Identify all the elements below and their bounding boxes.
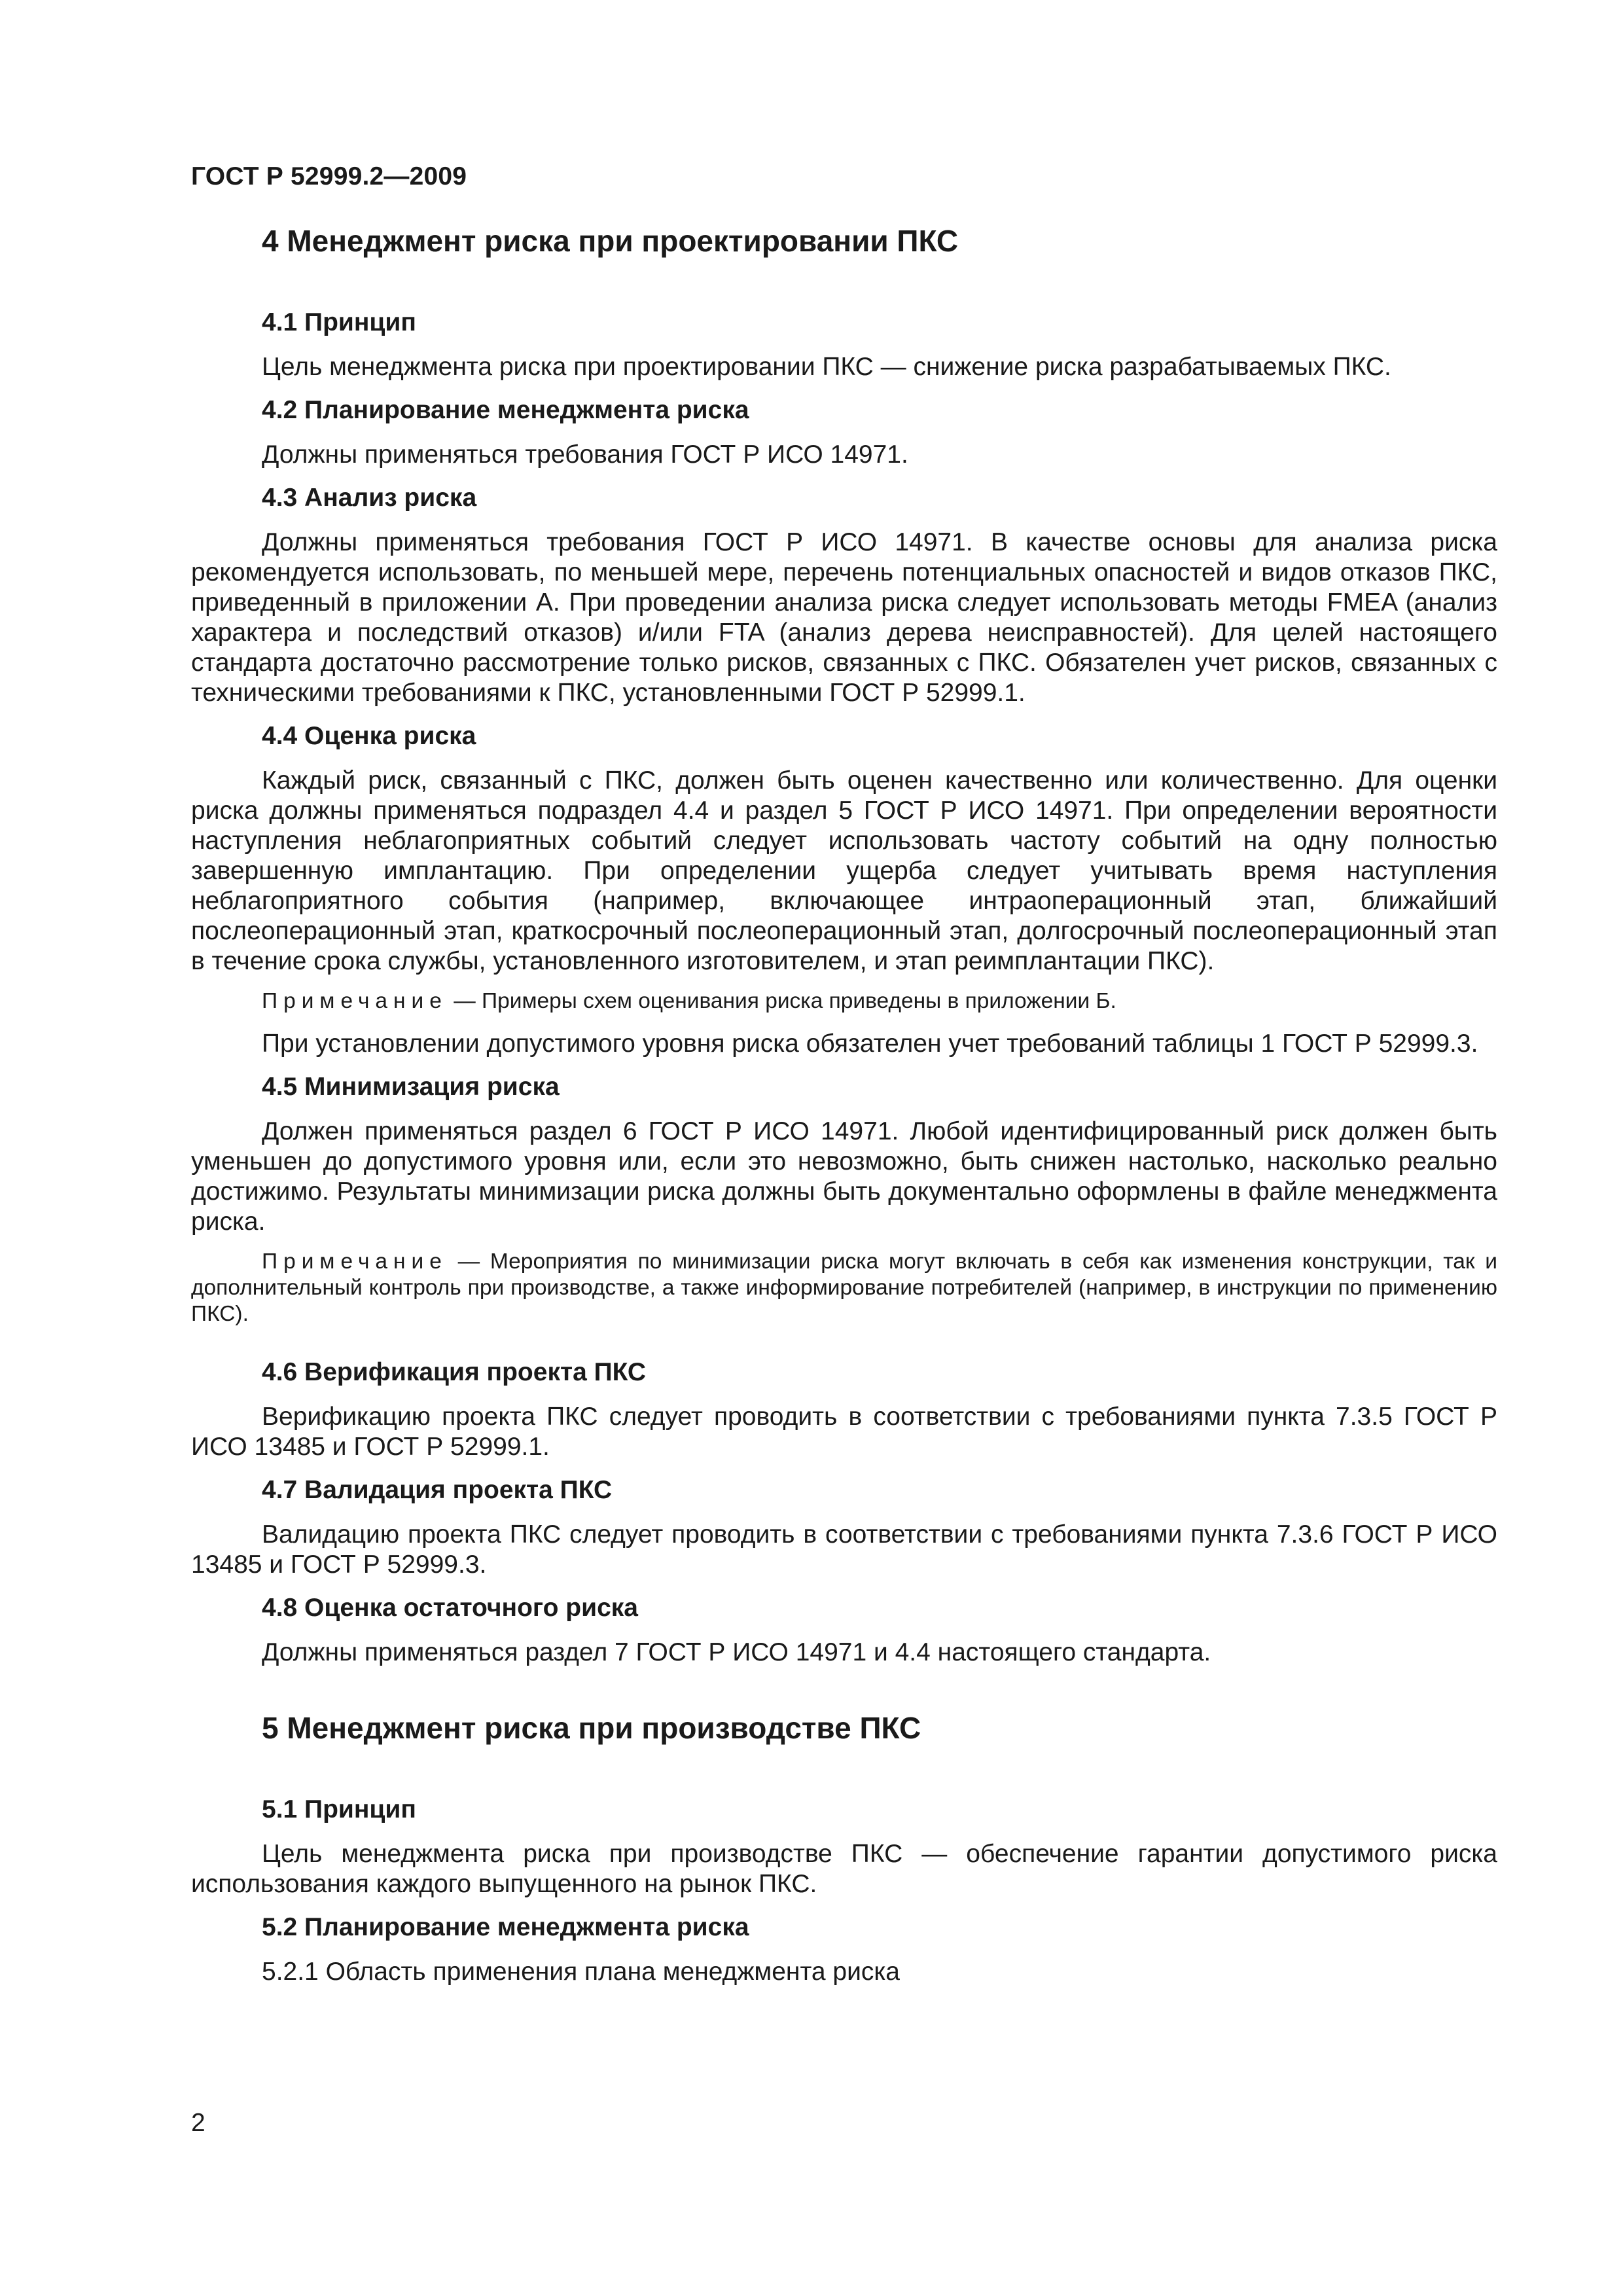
note-text: — Примеры схем оценивания риска приведены в приложении Б. [447, 989, 1116, 1013]
section-4-1-paragraph: Цель менеджмента риска при проектировании ПКС — снижение риска разрабатываемых ПКС. [262, 353, 1391, 381]
section-4-8-paragraph: Должны применяться раздел 7 ГОСТ Р ИСО 14971 и 4.4 настоящего стандарта. [262, 1638, 1211, 1666]
section-4-4-note [191, 988, 1497, 1014]
section-5-2-heading: 5.2 Планирование менеджмента риска [262, 1913, 749, 1941]
section-4-6-heading: 4.6 Верификация проекта ПКС [262, 1358, 647, 1386]
section-4-7-heading: 4.7 Валидация проекта ПКС [262, 1476, 613, 1504]
section-4-4-paragraph: Каждый риск, связанный с ПКС, должен быть оценен качественно или количественно. Для оценки риска должны применяться подраздел 4.4 и раздел 5 ГОСТ Р ИСО 14971. При определении вероятности наступления неблагоприятных событий следует использовать частоту событий на одну полностью завершенную имплантацию. При определении ущерба следует учитывать время наступления неблагоприятного события (например, включающее интраоперационный этап, ближайший послеоперационный этап, краткосрочный послеоперационный этап, долгосрочный послеоперационный этап в течение срока службы, установленного изготовителем, и этап реимплантации ПКС). [191, 766, 1497, 975]
note-label: Примечание [262, 989, 448, 1013]
standard-designation: ГОСТ Р 52999.2—2009 [191, 162, 467, 190]
section-4-2-paragraph: Должны применяться требования ГОСТ Р ИСО 14971. [262, 440, 908, 469]
section-5-heading: 5 Менеджмент риска при производстве ПКС [262, 1711, 921, 1745]
section-4-4-heading: 4.4 Оценка риска [262, 722, 476, 750]
section-4-3-heading: 4.3 Анализ риска [262, 484, 477, 512]
section-4-3-paragraph: Должны применяться требования ГОСТ Р ИСО 14971. В качестве основы для анализа риска рекомендуется использовать, по меньшей мере, перечень потенциальных опасностей и видов отказов ПКС, приведенный в приложении А. При проведении анализа риска следует использовать методы FMEA (анализ характера и последствий отказов) и/или FTA (анализ дерева неисправностей). Для целей настоящего стандарта достаточно рассмотрение только рисков, связанных с ПКС. Обязателен учет рисков, связанных с техническими требованиями к ПКС, установленными ГОСТ Р 52999.1. [191, 528, 1497, 707]
section-4-5-paragraph: Должен применяться раздел 6 ГОСТ Р ИСО 14971. Любой идентифицированный риск должен быть уменьшен до допустимого уровня или, если это невозможно, быть снижен настолько, насколько реально достижимо. Результаты минимизации риска должны быть документально оформлены в файле менеджмента риска. [191, 1117, 1497, 1236]
section-4-2-heading: 4.2 Планирование менеджмента риска [262, 396, 749, 424]
section-4-8-heading: 4.8 Оценка остаточного риска [262, 1594, 638, 1622]
section-5-2-1-clause: 5.2.1 Область применения плана менеджмента риска [262, 1958, 900, 1986]
section-5-1-heading: 5.1 Принцип [262, 1795, 416, 1823]
section-4-5-heading: 4.5 Минимизация риска [262, 1073, 560, 1101]
note-text: — Мероприятия по минимизации риска могут включать в себя как изменения конструкции, так и дополнительный контроль при производстве, а также информирование потребителей (например, в инструкции по применению ПКС). [191, 1249, 1497, 1326]
document-body [191, 223, 1497, 1999]
note-label: Примечание [262, 1249, 448, 1274]
section-4-4-paragraph-2: При установлении допустимого уровня риска обязателен учет требований таблицы 1 ГОСТ Р 52999.3. [262, 1030, 1478, 1058]
section-4-7-paragraph: Валидацию проекта ПКС следует проводить в соответствии с требованиями пункта 7.3.6 ГОСТ Р ИСО 13485 и ГОСТ Р 52999.3. [191, 1520, 1497, 1579]
page-number: 2 [191, 2109, 205, 2137]
section-4-6-paragraph: Верификацию проекта ПКС следует проводить в соответствии с требованиями пункта 7.3.5 ГОСТ Р ИСО 13485 и ГОСТ Р 52999.1. [191, 1403, 1497, 1461]
section-5-1-paragraph: Цель менеджмента риска при производстве ПКС — обеспечение гарантии допустимого риска использования каждого выпущенного на рынок ПКС. [191, 1840, 1497, 1898]
section-4-5-note [191, 1249, 1497, 1327]
section-4-1-heading: 4.1 Принцип [262, 308, 416, 336]
section-4-heading: 4 Менеджмент риска при проектировании ПКС [262, 224, 959, 258]
